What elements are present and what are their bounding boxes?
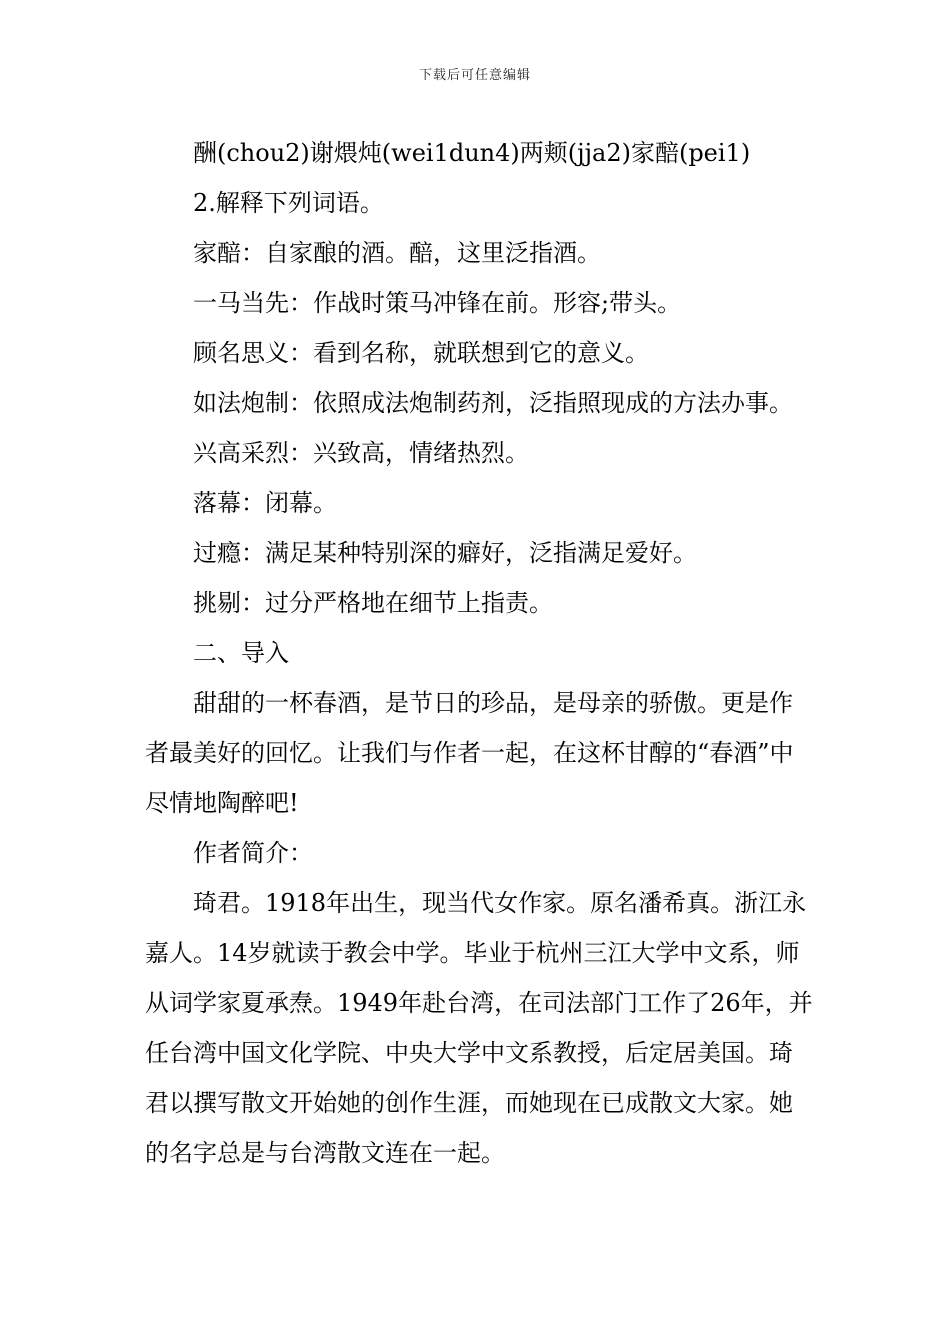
definition-rufapaozhi: 如法炮制：依照成法炮制药剂，泛指照现成的方法办事。 — [193, 389, 793, 417]
author-paragraph: 琦君。1918年出生，现当代女作家。原名潘希真。浙江永嘉人。14岁就读于教会中学。毕业于杭州三江大学中文系，师从词学家夏承焘。1949年赴台湾，在司法部门工作了26年，并任台湾中国文化学院、中央大学中文系教授，后定居美国。琦君以撰写散文开始她的创作生涯，而她现在已成散文大家。她的名字总是与台湾散文连在一起。 — [145, 889, 813, 1167]
definition-luomu: 落幕：闭幕。 — [193, 489, 337, 517]
intro-paragraph: 甜甜的一杯春酒，是节日的珍品，是母亲的骄傲。更是作者最美好的回忆。让我们与作者一起，在这杯甘醇的“春酒”中尽情地陶醉吧! — [145, 689, 794, 817]
section-heading-intro: 二、导入 — [193, 639, 289, 667]
author-heading: 作者简介： — [193, 839, 313, 867]
definition-jiapei: 家醅：自家酿的酒。醅，这里泛指酒。 — [193, 239, 601, 267]
pinyin-line: 酬(chou2)谢煨炖(wei1dun4)两颊(jja2)家醅(pei1) — [193, 139, 751, 167]
definition-tiaoti: 挑剔：过分严格地在细节上指责。 — [193, 589, 553, 617]
definition-yimadangxian: 一马当先：作战时策马冲锋在前。形容;带头。 — [193, 289, 682, 317]
definition-xinggaocailie: 兴高采烈：兴致高，情绪热烈。 — [193, 439, 529, 467]
section-heading: 2.解释下列词语。 — [193, 189, 384, 217]
page-header-note: 下载后可任意编辑 — [418, 68, 531, 83]
document-body — [145, 128, 815, 1178]
definition-gumingsiyi: 顾名思义：看到名称，就联想到它的意义。 — [193, 339, 649, 367]
definition-guoyin: 过瘾：满足某种特别深的癖好，泛指满足爱好。 — [193, 539, 697, 567]
